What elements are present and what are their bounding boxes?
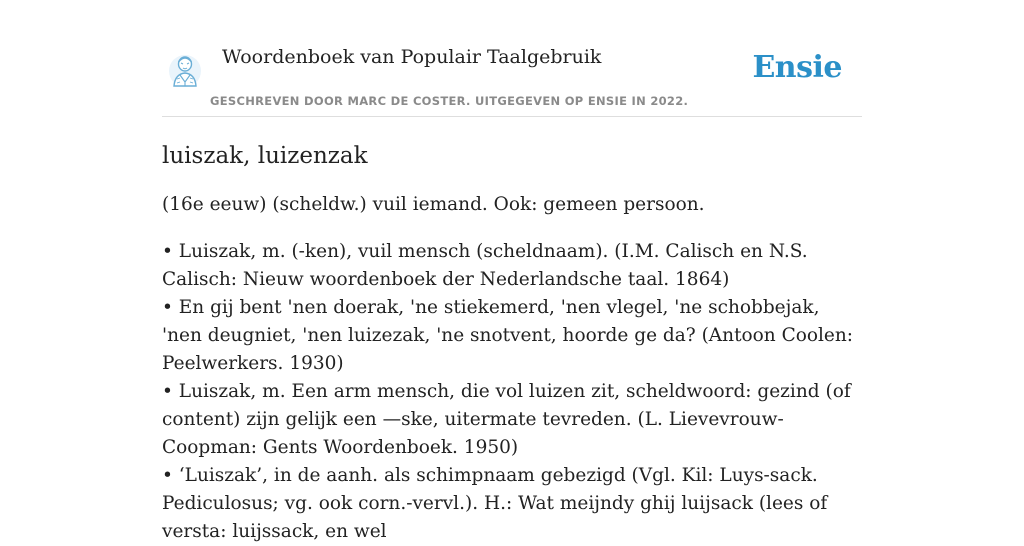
book-title[interactable]: Woordenboek van Populair Taalgebruik: [222, 46, 602, 68]
quote-item: • En gij bent 'nen doerak, 'ne stiekemerd, 'nen vlegel, 'ne schobbejak, 'nen deugniet, 'nen luizezak, 'ne snotvent, hoorde ge da? (Antoon Coolen: Peelwerkers. 1930): [162, 297, 854, 374]
quote-item: • ‘Luiszak’, in de aanh. als schimpnaam gebezigd (Vgl. Kil: Luys-sack. Pediculosus; vg. ook corn.-vervl.). H.: Wat meijndy ghij luijsack (lees of versta: luijssack, en wel: [162, 465, 828, 542]
ensie-logo[interactable]: Ensie: [752, 50, 842, 85]
author-portrait-icon[interactable]: [168, 52, 202, 90]
quote-item: • Luiszak, m. (-ken), vuil mensch (scheldnaam). (I.M. Calisch en N.S. Calisch: Nieuw woordenboek der Nederlandsche taal. 1864): [162, 241, 808, 290]
header: [162, 0, 862, 117]
quote-item: • Luiszak, m. Een arm mensch, die vol luizen zit, scheldwoord: gezind (of content) zijn gelijk een —ske, uitermate tevreden. (L. Lievevrouw-Coopman: Gents Woordenboek. 1950): [162, 381, 851, 458]
page-container: [162, 0, 862, 546]
quote-list: [162, 238, 862, 546]
byline: GESCHREVEN DOOR MARC DE COSTER. UITGEGEVEN OP ENSIE IN 2022.: [210, 94, 689, 108]
entry-definition: (16e eeuw) (scheldw.) vuil iemand. Ook: gemeen persoon.: [162, 194, 705, 215]
entry-title: luiszak, luizenzak: [162, 143, 368, 169]
